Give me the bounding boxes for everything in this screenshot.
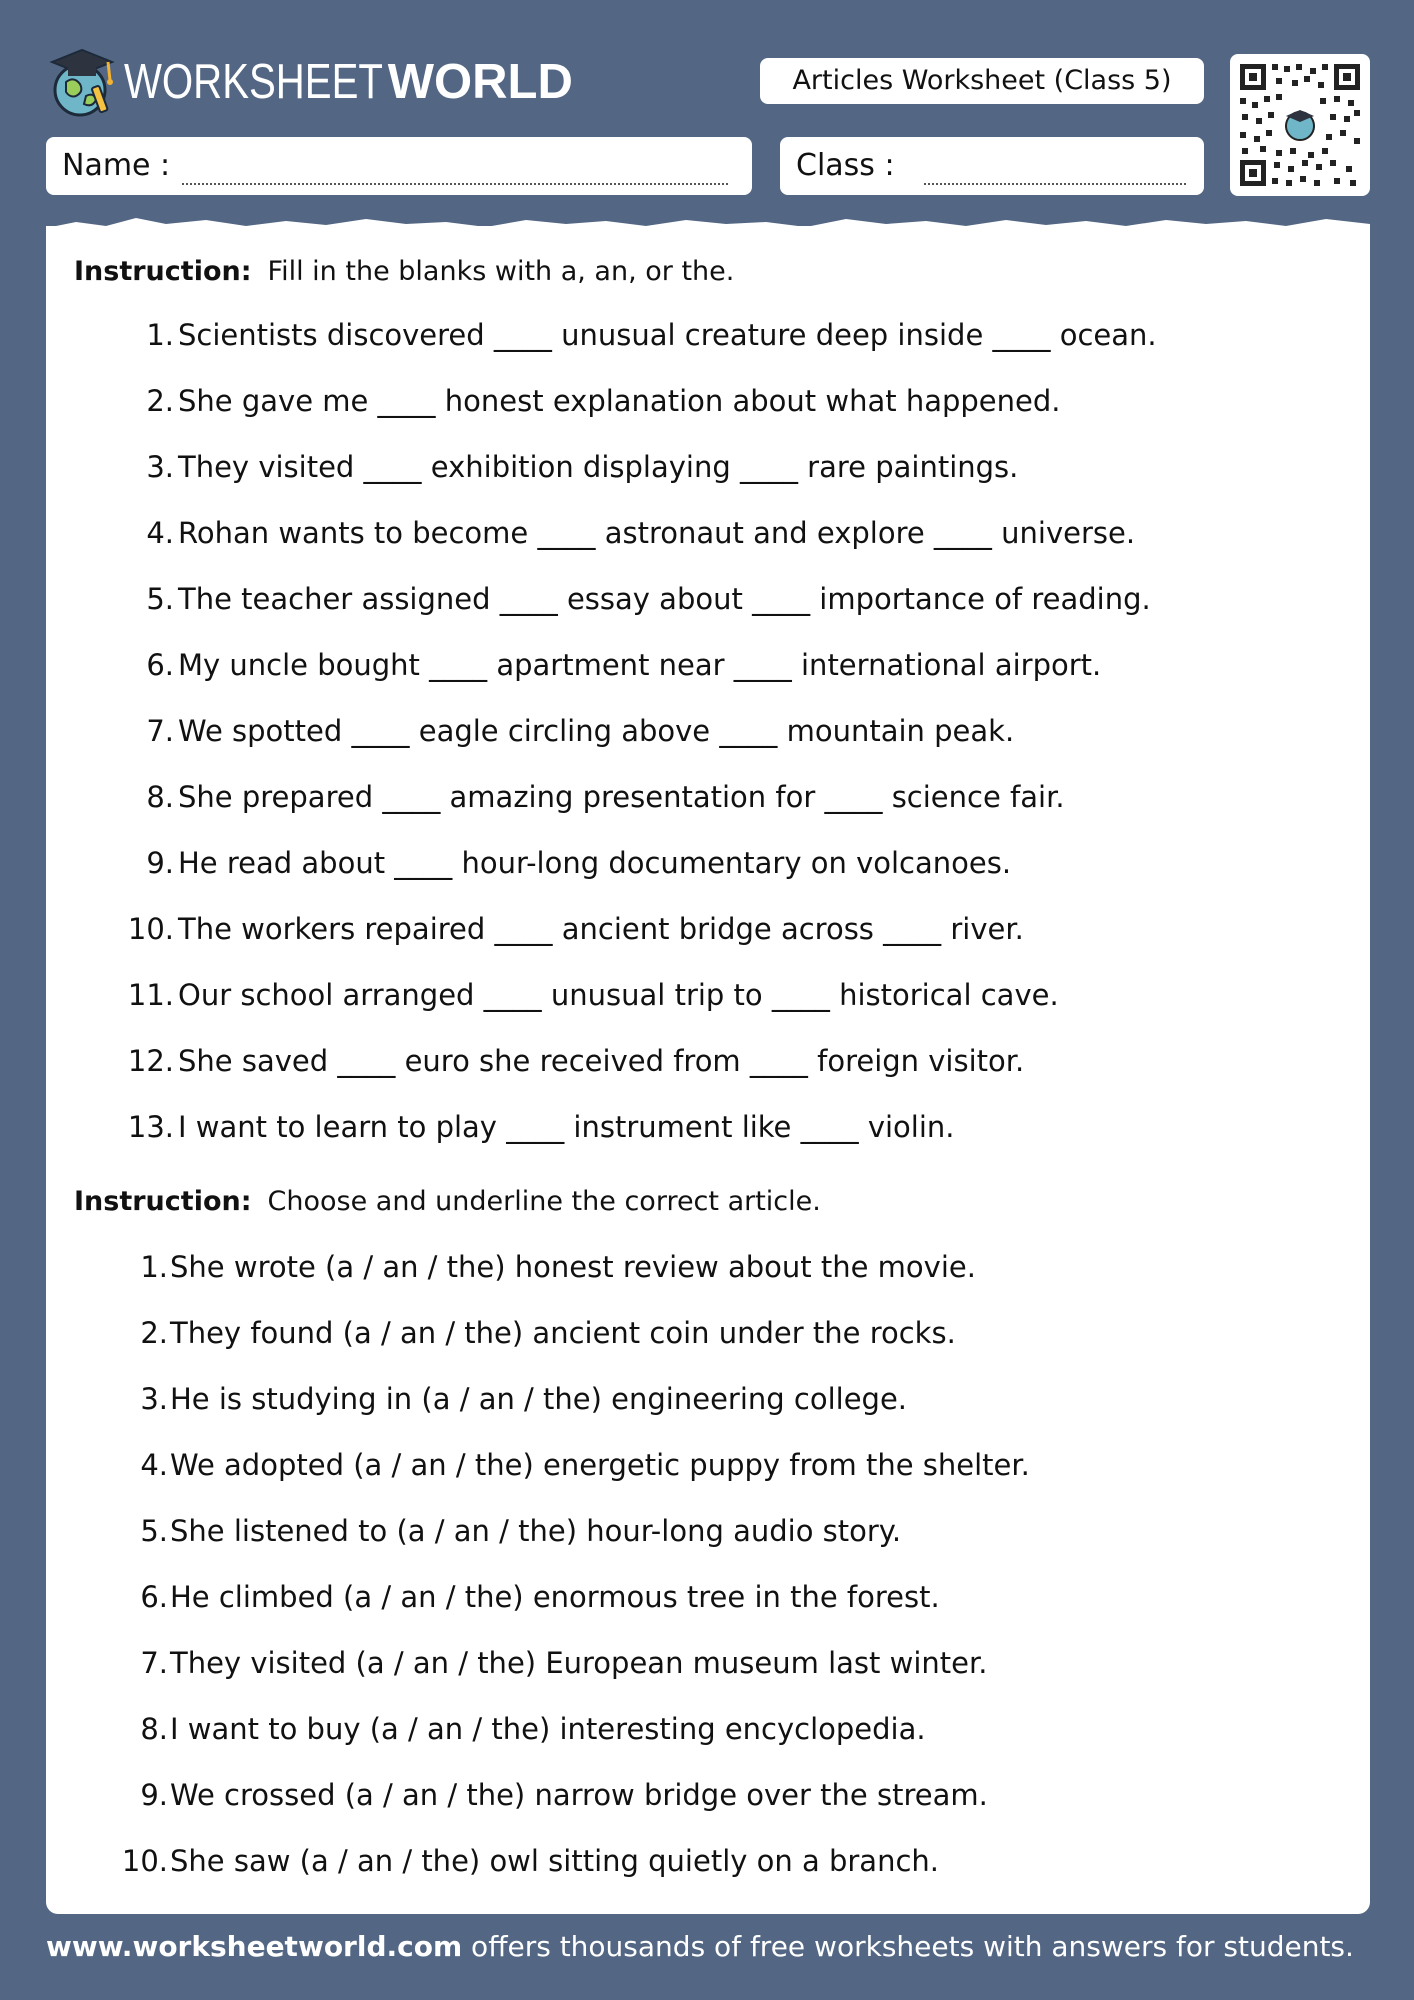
question-number: 4. <box>140 1448 168 1482</box>
question-text: She gave me ____ honest explanation about what happened. <box>178 384 1061 418</box>
question-text: Scientists discovered ____ unusual creature deep inside ____ ocean. <box>178 318 1157 352</box>
question-text: They found (a / an / the) ancient coin under the rocks. <box>170 1316 956 1350</box>
name-label: Name : <box>62 148 171 183</box>
question-number: 8. <box>146 780 174 814</box>
question-text: We spotted ____ eagle circling above ____ mountain peak. <box>178 714 1015 748</box>
class-label: Class : <box>796 148 895 183</box>
question-number: 3. <box>146 450 174 484</box>
question-text: He is studying in (a / an / the) engineering college. <box>170 1382 908 1416</box>
question-text: I want to buy (a / an / the) interesting encyclopedia. <box>170 1712 926 1746</box>
question-text: He climbed (a / an / the) enormous tree in the forest. <box>170 1580 940 1614</box>
qr-code-icon <box>1230 54 1370 196</box>
question-text: We adopted (a / an / the) energetic puppy from the shelter. <box>170 1448 1030 1482</box>
question-text: My uncle bought ____ apartment near ____ international airport. <box>178 648 1102 682</box>
question-number: 11. <box>127 978 174 1012</box>
question-text: She wrote (a / an / the) honest review about the movie. <box>170 1250 976 1284</box>
worksheet-title: Articles Worksheet (Class 5) <box>760 58 1204 104</box>
question-text: They visited (a / an / the) European museum last winter. <box>170 1646 988 1680</box>
logo-word-world: WORLD <box>387 55 573 109</box>
question-text: She listened to (a / an / the) hour-long audio story. <box>170 1514 902 1548</box>
class-underline <box>924 183 1186 185</box>
worksheet-body <box>46 226 1370 1914</box>
globe-mascot-icon <box>46 40 118 120</box>
question-number: 5. <box>140 1514 168 1548</box>
question-number: 10. <box>127 912 174 946</box>
question-text: She prepared ____ amazing presentation for ____ science fair. <box>178 780 1065 814</box>
class-field[interactable] <box>780 137 1204 195</box>
question-number: 7. <box>146 714 174 748</box>
instruction-1-label: Instruction: <box>74 256 252 287</box>
instruction-2-label: Instruction: <box>74 1186 252 1217</box>
instruction-1-text: Fill in the blanks with a, an, or the. <box>267 256 735 287</box>
question-text: They visited ____ exhibition displaying ____ rare paintings. <box>178 450 1019 484</box>
question-number: 1. <box>146 318 174 352</box>
question-number: 2. <box>140 1316 168 1350</box>
question-number: 12. <box>127 1044 174 1078</box>
question-number: 9. <box>140 1778 168 1812</box>
footer-url[interactable]: www.worksheetworld.com <box>46 1930 463 1963</box>
question-number: 2. <box>146 384 174 418</box>
question-number: 9. <box>146 846 174 880</box>
question-text: He read about ____ hour-long documentary on volcanoes. <box>178 846 1012 880</box>
instruction-1 <box>74 256 734 287</box>
question-number: 6. <box>146 648 174 682</box>
question-number: 10. <box>121 1844 168 1878</box>
question-number: 3. <box>140 1382 168 1416</box>
question-text: The workers repaired ____ ancient bridge across ____ river. <box>178 912 1024 946</box>
name-field[interactable] <box>46 137 752 195</box>
question-text: The teacher assigned ____ essay about ____ importance of reading. <box>178 582 1151 616</box>
question-text: Our school arranged ____ unusual trip to ____ historical cave. <box>178 978 1059 1012</box>
question-number: 13. <box>127 1110 174 1144</box>
question-text: She saved ____ euro she received from ____ foreign visitor. <box>178 1044 1025 1078</box>
question-number: 6. <box>140 1580 168 1614</box>
question-text: Rohan wants to become ____ astronaut and explore ____ universe. <box>178 516 1136 550</box>
question-text: We crossed (a / an / the) narrow bridge over the stream. <box>170 1778 988 1812</box>
instruction-2-text: Choose and underline the correct article. <box>267 1186 821 1217</box>
question-number: 4. <box>146 516 174 550</box>
question-number: 5. <box>146 582 174 616</box>
instruction-2 <box>74 1186 821 1217</box>
logo-word-worksheet: WORKSHEET <box>124 55 383 109</box>
question-number: 1. <box>140 1250 168 1284</box>
question-text: I want to learn to play ____ instrument like ____ violin. <box>178 1110 955 1144</box>
footer-text: offers thousands of free worksheets with answers for students. <box>462 1930 1354 1963</box>
worksheet-world-logo <box>46 40 573 120</box>
question-text: She saw (a / an / the) owl sitting quietly on a branch. <box>170 1844 939 1878</box>
logo-wordmark <box>124 54 573 110</box>
question-number: 7. <box>140 1646 168 1680</box>
name-underline <box>182 183 728 185</box>
qr-code <box>1230 54 1370 196</box>
question-number: 8. <box>140 1712 168 1746</box>
footer <box>46 1930 1354 1963</box>
